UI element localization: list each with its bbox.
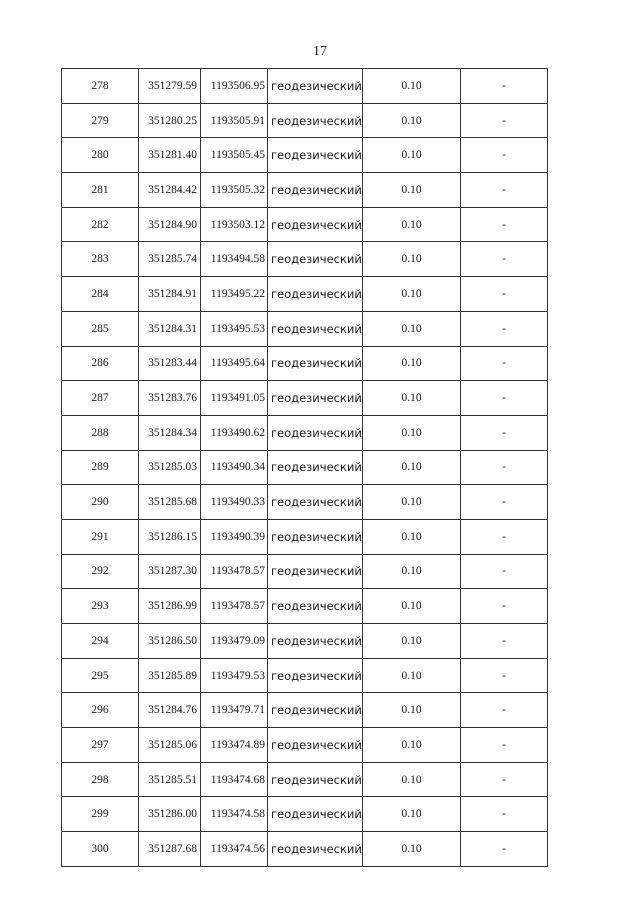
point-number-cell: 285	[62, 311, 139, 346]
point-number-cell: 293	[62, 589, 139, 624]
point-number-cell: 295	[62, 658, 139, 693]
table-row	[62, 693, 548, 728]
accuracy-cell: 0.10	[363, 450, 461, 485]
accuracy-cell: 0.10	[363, 69, 461, 104]
accuracy-cell: 0.10	[363, 277, 461, 312]
x-coordinate-cell: 351284.42	[139, 173, 201, 208]
y-coordinate-cell: 1193495.22	[201, 277, 268, 312]
table-row	[62, 381, 548, 416]
accuracy-cell: 0.10	[363, 728, 461, 763]
x-coordinate-cell: 351280.25	[139, 103, 201, 138]
description-cell: -	[461, 311, 548, 346]
y-coordinate-cell: 1193479.53	[201, 658, 268, 693]
y-coordinate-cell: 1193490.39	[201, 519, 268, 554]
point-number-cell: 287	[62, 381, 139, 416]
y-coordinate-cell: 1193505.91	[201, 103, 268, 138]
y-coordinate-cell: 1193479.09	[201, 624, 268, 659]
point-number-cell: 290	[62, 485, 139, 520]
point-number-cell: 294	[62, 624, 139, 659]
y-coordinate-cell: 1193495.64	[201, 346, 268, 381]
table-row	[62, 797, 548, 832]
description-cell: -	[461, 762, 548, 797]
method-cell: геодезический	[268, 485, 363, 520]
table-row	[62, 346, 548, 381]
description-cell: -	[461, 138, 548, 173]
point-number-cell: 281	[62, 173, 139, 208]
y-coordinate-cell: 1193505.45	[201, 138, 268, 173]
point-number-cell: 283	[62, 242, 139, 277]
x-coordinate-cell: 351287.68	[139, 832, 201, 867]
x-coordinate-cell: 351284.31	[139, 311, 201, 346]
accuracy-cell: 0.10	[363, 519, 461, 554]
table-row	[62, 728, 548, 763]
point-number-cell: 286	[62, 346, 139, 381]
description-cell: -	[461, 242, 548, 277]
table-row	[62, 658, 548, 693]
description-cell: -	[461, 103, 548, 138]
method-cell: геодезический	[268, 658, 363, 693]
y-coordinate-cell: 1193474.89	[201, 728, 268, 763]
coordinates-table-body	[62, 69, 548, 867]
method-cell: геодезический	[268, 519, 363, 554]
table-row	[62, 832, 548, 867]
method-cell: геодезический	[268, 693, 363, 728]
point-number-cell: 291	[62, 519, 139, 554]
method-cell: геодезический	[268, 173, 363, 208]
table-row	[62, 554, 548, 589]
x-coordinate-cell: 351285.51	[139, 762, 201, 797]
method-cell: геодезический	[268, 797, 363, 832]
y-coordinate-cell: 1193494.58	[201, 242, 268, 277]
point-number-cell: 282	[62, 207, 139, 242]
accuracy-cell: 0.10	[363, 693, 461, 728]
x-coordinate-cell: 351284.90	[139, 207, 201, 242]
description-cell: -	[461, 69, 548, 104]
accuracy-cell: 0.10	[363, 138, 461, 173]
y-coordinate-cell: 1193491.05	[201, 381, 268, 416]
x-coordinate-cell: 351284.34	[139, 415, 201, 450]
y-coordinate-cell: 1193506.95	[201, 69, 268, 104]
page-number: 17	[313, 44, 327, 59]
x-coordinate-cell: 351283.44	[139, 346, 201, 381]
point-number-cell: 278	[62, 69, 139, 104]
accuracy-cell: 0.10	[363, 797, 461, 832]
accuracy-cell: 0.10	[363, 311, 461, 346]
y-coordinate-cell: 1193474.68	[201, 762, 268, 797]
point-number-cell: 292	[62, 554, 139, 589]
description-cell: -	[461, 173, 548, 208]
x-coordinate-cell: 351286.00	[139, 797, 201, 832]
description-cell: -	[461, 485, 548, 520]
point-number-cell: 279	[62, 103, 139, 138]
x-coordinate-cell: 351285.74	[139, 242, 201, 277]
x-coordinate-cell: 351285.68	[139, 485, 201, 520]
method-cell: геодезический	[268, 589, 363, 624]
point-number-cell: 297	[62, 728, 139, 763]
table-row	[62, 624, 548, 659]
point-number-cell: 288	[62, 415, 139, 450]
table-row	[62, 589, 548, 624]
accuracy-cell: 0.10	[363, 762, 461, 797]
description-cell: -	[461, 277, 548, 312]
x-coordinate-cell: 351284.91	[139, 277, 201, 312]
y-coordinate-cell: 1193490.34	[201, 450, 268, 485]
description-cell: -	[461, 450, 548, 485]
table-row	[62, 485, 548, 520]
y-coordinate-cell: 1193478.57	[201, 589, 268, 624]
description-cell: -	[461, 797, 548, 832]
method-cell: геодезический	[268, 346, 363, 381]
x-coordinate-cell: 351284.76	[139, 693, 201, 728]
method-cell: геодезический	[268, 762, 363, 797]
table-row	[62, 173, 548, 208]
table-row	[62, 103, 548, 138]
y-coordinate-cell: 1193495.53	[201, 311, 268, 346]
point-number-cell: 296	[62, 693, 139, 728]
accuracy-cell: 0.10	[363, 554, 461, 589]
accuracy-cell: 0.10	[363, 346, 461, 381]
description-cell: -	[461, 346, 548, 381]
point-number-cell: 300	[62, 832, 139, 867]
point-number-cell: 298	[62, 762, 139, 797]
y-coordinate-cell: 1193490.33	[201, 485, 268, 520]
y-coordinate-cell: 1193505.32	[201, 173, 268, 208]
method-cell: геодезический	[268, 381, 363, 416]
x-coordinate-cell: 351285.03	[139, 450, 201, 485]
x-coordinate-cell: 351283.76	[139, 381, 201, 416]
description-cell: -	[461, 207, 548, 242]
method-cell: геодезический	[268, 624, 363, 659]
method-cell: геодезический	[268, 207, 363, 242]
table-row	[62, 519, 548, 554]
x-coordinate-cell: 351285.89	[139, 658, 201, 693]
table-row	[62, 242, 548, 277]
accuracy-cell: 0.10	[363, 207, 461, 242]
description-cell: -	[461, 624, 548, 659]
x-coordinate-cell: 351286.99	[139, 589, 201, 624]
description-cell: -	[461, 693, 548, 728]
x-coordinate-cell: 351285.06	[139, 728, 201, 763]
method-cell: геодезический	[268, 103, 363, 138]
table-row	[62, 415, 548, 450]
description-cell: -	[461, 554, 548, 589]
table-row	[62, 69, 548, 104]
point-number-cell: 289	[62, 450, 139, 485]
table-row	[62, 207, 548, 242]
description-cell: -	[461, 728, 548, 763]
point-number-cell: 299	[62, 797, 139, 832]
accuracy-cell: 0.10	[363, 415, 461, 450]
accuracy-cell: 0.10	[363, 103, 461, 138]
description-cell: -	[461, 381, 548, 416]
y-coordinate-cell: 1193479.71	[201, 693, 268, 728]
table-row	[62, 311, 548, 346]
method-cell: геодезический	[268, 832, 363, 867]
accuracy-cell: 0.10	[363, 832, 461, 867]
accuracy-cell: 0.10	[363, 381, 461, 416]
accuracy-cell: 0.10	[363, 485, 461, 520]
accuracy-cell: 0.10	[363, 589, 461, 624]
description-cell: -	[461, 658, 548, 693]
x-coordinate-cell: 351281.40	[139, 138, 201, 173]
point-number-cell: 280	[62, 138, 139, 173]
accuracy-cell: 0.10	[363, 242, 461, 277]
method-cell: геодезический	[268, 242, 363, 277]
description-cell: -	[461, 832, 548, 867]
method-cell: геодезический	[268, 311, 363, 346]
y-coordinate-cell: 1193478.57	[201, 554, 268, 589]
x-coordinate-cell: 351286.15	[139, 519, 201, 554]
x-coordinate-cell: 351279.59	[139, 69, 201, 104]
accuracy-cell: 0.10	[363, 173, 461, 208]
y-coordinate-cell: 1193503.12	[201, 207, 268, 242]
accuracy-cell: 0.10	[363, 658, 461, 693]
point-number-cell: 284	[62, 277, 139, 312]
table-row	[62, 138, 548, 173]
x-coordinate-cell: 351287.30	[139, 554, 201, 589]
description-cell: -	[461, 519, 548, 554]
description-cell: -	[461, 415, 548, 450]
table-row	[62, 450, 548, 485]
method-cell: геодезический	[268, 138, 363, 173]
coordinates-table	[61, 68, 548, 867]
table-row	[62, 762, 548, 797]
y-coordinate-cell: 1193474.58	[201, 797, 268, 832]
method-cell: геодезический	[268, 277, 363, 312]
description-cell: -	[461, 589, 548, 624]
y-coordinate-cell: 1193490.62	[201, 415, 268, 450]
y-coordinate-cell: 1193474.56	[201, 832, 268, 867]
method-cell: геодезический	[268, 554, 363, 589]
method-cell: геодезический	[268, 450, 363, 485]
table-row	[62, 277, 548, 312]
accuracy-cell: 0.10	[363, 624, 461, 659]
method-cell: геодезический	[268, 69, 363, 104]
method-cell: геодезический	[268, 415, 363, 450]
method-cell: геодезический	[268, 728, 363, 763]
x-coordinate-cell: 351286.50	[139, 624, 201, 659]
